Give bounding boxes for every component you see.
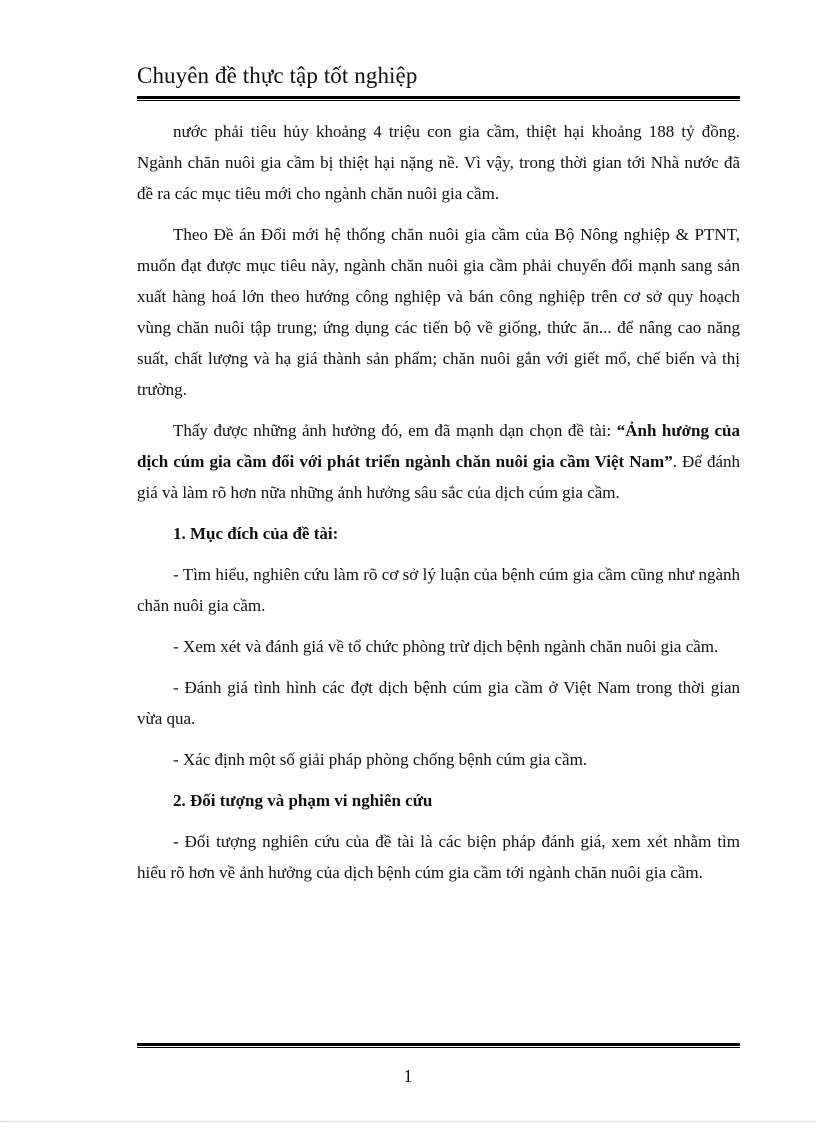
page-bottom-border [0,1121,816,1122]
footer-rule [137,1043,740,1048]
bullet-4: - Xác định một số giải pháp phòng chống bệnh cúm gia cầm. [173,750,588,769]
bullet-1: - Tìm hiểu, nghiên cứu làm rõ cơ sở lý luận của bệnh cúm gia cầm cũng như ngành chăn nuôi gia cầm. [137,565,740,615]
paragraph-1: nước phải tiêu hủy khoảng 4 triệu con gia cầm, thiệt hại khoảng 188 tỷ đồng. Ngành chăn nuôi gia cầm bị thiệt hại nặng nề. Vì vậy, trong thời gian tới Nhà nước đã đề ra các mục tiêu mới cho ngành chăn nuôi gia cầm. [137,122,740,203]
document-body [137,116,740,898]
section-heading-1: 1. Mục đích của đề tài: [173,524,339,543]
bullet-2: - Xem xét và đánh giá về tổ chức phòng trừ dịch bệnh ngành chăn nuôi gia cầm. [173,637,719,656]
bullet-3: - Đánh giá tình hình các đợt dịch bệnh cúm gia cầm ở Việt Nam trong thời gian vừa qua. [137,678,740,728]
page-header-title: Chuyên đề thực tập tốt nghiệp [137,63,418,88]
section-heading-2: 2. Đối tượng và phạm vi nghiên cứu [173,791,433,810]
page-number: 1 [403,1066,413,1086]
header-rule [137,96,740,101]
paragraph-3 [137,415,740,508]
thesis-title: “Ảnh hưởng của dịch cúm gia cầm đối với phát triển ngành chăn nuôi gia cầm Việt Nam” [137,421,740,471]
bullet-5: - Đối tượng nghiên cứu của đề tài là các biện pháp đánh giá, xem xét nhằm tìm hiểu rõ hơn về ảnh hưởng của dịch bệnh cúm gia cầm tới ngành chăn nuôi gia cầm. [137,832,740,882]
paragraph-3-intro: Thấy được những ảnh hưởng đó, em đã mạnh dạn chọn đề tài: [173,421,617,440]
paragraph-3-rest: . Để đánh giá và làm rõ hơn nữa những ảnh hưởng sâu sắc của dịch cúm gia cầm. [137,452,741,502]
paragraph-2: Theo Đề án Đổi mới hệ thống chăn nuôi gia cầm của Bộ Nông nghiệp & PTNT, muốn đạt được mục tiêu này, ngành chăn nuôi gia cầm phải chuyển đổi mạnh sang sản xuất hàng hoá lớn theo hướng công nghiệp và bán công nghiệp trên cơ sở quy hoạch vùng chăn nuôi tập trung; ứng dụng các tiến bộ về giống, thức ăn... để nâng cao năng suất, chất lượng và hạ giá thành sản phẩm; chăn nuôi gắn với giết mổ, chế biến và thị trường. [137,225,740,399]
